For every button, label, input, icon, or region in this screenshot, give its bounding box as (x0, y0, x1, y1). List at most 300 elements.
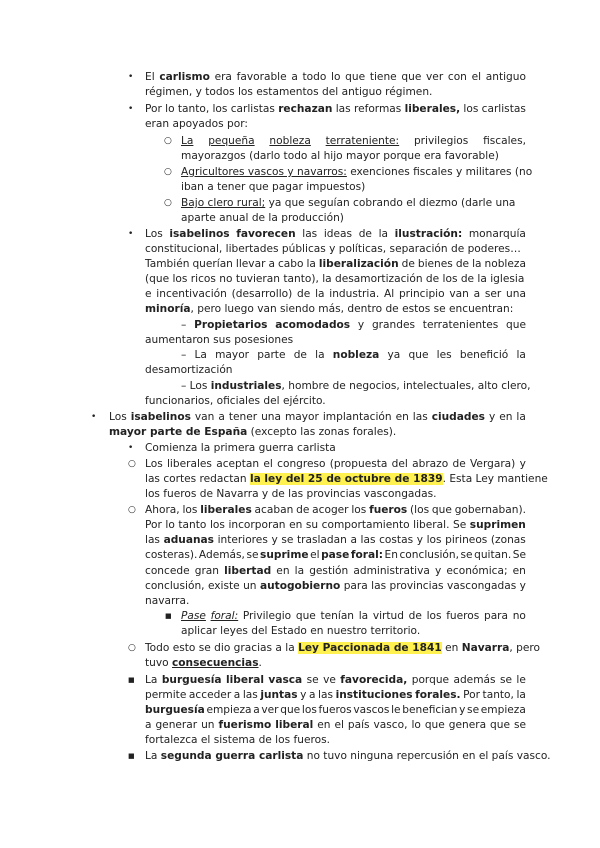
text-word: la (472, 258, 482, 270)
text-word: fiscales, (483, 135, 526, 147)
text-line (145, 70, 526, 85)
text-segment: ya que seguían cobrando el diezmo (darle una (265, 197, 516, 209)
bullet-marker: • (91, 412, 97, 422)
bullet-marker: ■ (165, 612, 172, 620)
text-word: parte (257, 349, 286, 361)
text-word: su (305, 519, 319, 531)
text-word: carlismo (159, 71, 210, 83)
text-word: empieza (206, 704, 252, 716)
text-line (145, 363, 233, 378)
text-word: (zonas (490, 534, 526, 546)
text-word: van (449, 288, 469, 300)
text-word: que (431, 504, 452, 516)
text-word: gran (194, 565, 220, 577)
text-word: tanto (178, 519, 207, 531)
bullet-marker: ○ (128, 643, 136, 653)
text-word: privilegios (413, 135, 469, 147)
text-segment: aparte anual de la producción) (181, 212, 344, 224)
text-word: burguesía (161, 674, 222, 686)
text-segment: las cortes redactan (145, 473, 250, 485)
text-word: benefician (402, 704, 458, 716)
text-word: se (460, 549, 473, 561)
bullet-marker: ○ (128, 459, 136, 469)
text-word: lo (165, 103, 175, 115)
text-segment: Ley Paccionada de 1841 (298, 642, 442, 654)
text-word: el (334, 719, 344, 731)
text-word: ilustración: (394, 228, 463, 240)
text-word: a (350, 534, 357, 546)
text-word: acaban (254, 504, 294, 516)
text-word: foral: (350, 549, 383, 561)
text-word: se (281, 534, 294, 546)
text-segment: constitucional, libertades públicas y políticas, separación de poderes… (145, 243, 521, 255)
text-word: costas (379, 534, 414, 546)
text-word: se (513, 719, 526, 731)
text-word: empieza (480, 704, 526, 716)
text-word: la (358, 610, 369, 622)
text-word: cabo (277, 258, 304, 270)
text-segment: segunda guerra carlista (160, 750, 304, 762)
text-word: y (357, 319, 365, 331)
text-word: que (295, 610, 316, 622)
text-word: foral: (210, 610, 239, 622)
text-segment: minoría (145, 303, 191, 315)
text-word: porque (411, 674, 450, 686)
text-word: de (455, 258, 470, 270)
text-word: gestión (309, 565, 349, 577)
text-word: mayor (215, 349, 250, 361)
text-word: suprime (260, 549, 309, 561)
text-word: lo (165, 519, 175, 531)
text-line (181, 318, 526, 333)
text-word: implantación (322, 411, 392, 423)
text-word: las (302, 228, 318, 240)
text-line (181, 609, 526, 624)
bullet-marker: • (128, 443, 134, 453)
text-word: favorable (236, 71, 287, 83)
text-word: en (276, 565, 290, 577)
text-word: el (310, 549, 320, 561)
text-word: lo (411, 719, 421, 731)
text-word: concede (145, 565, 190, 577)
text-word: tanto, (177, 103, 210, 115)
text-word: aduanas (163, 534, 214, 546)
text-word: isabelinos (130, 411, 191, 423)
text-word: se (306, 674, 319, 686)
text-segment: Todo esto se dio gracias a la (145, 642, 299, 654)
text-word: los (209, 519, 225, 531)
text-word: las (371, 580, 387, 592)
text-segment: . (258, 657, 262, 669)
text-word: se (499, 674, 512, 686)
text-word: de (296, 504, 310, 516)
text-word: fueros (369, 504, 408, 516)
text-word: de (297, 288, 311, 300)
text-word: una (261, 411, 281, 423)
text-word: libertad (224, 565, 272, 577)
text-word: quitan. (474, 549, 512, 561)
text-word: gobernaban). (454, 504, 526, 516)
text-word: trasladan (296, 534, 347, 546)
text-word: y (434, 565, 442, 577)
text-word: los (426, 610, 442, 622)
text-word: juntas (260, 689, 298, 701)
text-line (145, 656, 262, 671)
text-line (145, 227, 526, 242)
text-segment: consecuencias (172, 657, 259, 669)
text-line (145, 594, 189, 609)
text-line (145, 518, 526, 533)
text-word: carlistas (230, 103, 275, 115)
text-word: que (280, 704, 301, 716)
text-word: fueros (318, 704, 352, 716)
text-word: además (453, 674, 496, 686)
text-word: tiene (369, 71, 397, 83)
text-segment: industriales (210, 380, 282, 392)
text-line (109, 410, 526, 425)
text-line (145, 287, 526, 302)
text-word: grandes (371, 319, 416, 331)
text-word: liberal (225, 674, 265, 686)
text-word: los (212, 103, 228, 115)
text-word: que (506, 319, 526, 331)
text-word: llevar (235, 258, 266, 270)
text-word: En (384, 549, 398, 561)
text-word: isabelinos (169, 228, 230, 240)
text-line (181, 134, 526, 149)
text-word: para (343, 580, 368, 592)
bullet-marker: ■ (128, 676, 135, 684)
text-word: los (463, 103, 479, 115)
text-word: Además, (198, 549, 245, 561)
text-word: las (335, 103, 351, 115)
text-word: económica; (446, 565, 508, 577)
text-word: la (516, 349, 526, 361)
text-line (145, 102, 526, 117)
text-word: y (488, 411, 496, 423)
text-word: principio (398, 288, 445, 300)
text-word: de (358, 228, 372, 240)
text-word: van (194, 411, 215, 423)
text-word: del (391, 458, 408, 470)
text-line (145, 441, 336, 456)
text-word: lo (331, 71, 341, 83)
text-word: ser (484, 288, 502, 300)
text-word: conclusión, (399, 549, 459, 561)
text-segment: – Los (181, 380, 211, 392)
text-word: interiores (217, 534, 268, 546)
text-word: Al (383, 288, 395, 300)
text-word: liberales (166, 458, 212, 470)
text-line (181, 211, 344, 226)
text-segment: (excepto las zonas forales). (247, 426, 397, 438)
text-word: pequeña (208, 135, 255, 147)
text-word: costeras). (145, 549, 198, 561)
text-word: de (293, 349, 307, 361)
text-word: benefició (459, 349, 509, 361)
text-word: ya (387, 349, 401, 361)
text-line (109, 425, 396, 440)
text-segment: mayorazgos (darlo todo al hijo mayor porque era favorable) (181, 150, 499, 162)
text-line (145, 272, 524, 287)
text-segment: tuvo (145, 657, 172, 669)
text-word: fuerismo (218, 719, 272, 731)
text-word: una (506, 288, 526, 300)
text-word: y (271, 534, 278, 546)
text-word: de (401, 258, 415, 270)
text-word: los (301, 704, 317, 716)
text-word: ve (323, 674, 336, 686)
text-word: (propuesta (329, 458, 388, 470)
text-word: tenían (320, 610, 355, 622)
text-word: tanto, (482, 689, 514, 701)
text-line (145, 579, 526, 594)
text-word: a (145, 719, 152, 731)
text-word: La (145, 674, 158, 686)
text-segment: , hombre de negocios, intelectuales, alto clero, (281, 380, 531, 392)
text-word: un (201, 719, 215, 731)
text-word: ver (426, 71, 444, 83)
text-segment: régimen, y todos los estamentos del antiguo régimen. (145, 86, 433, 98)
text-word: Los (109, 411, 127, 423)
text-word: las (412, 411, 428, 423)
text-segment: los fueros de Navarra y de las provincias vascongadas. (145, 488, 437, 500)
text-word: Pase (181, 610, 206, 622)
text-word: Propietarios (194, 319, 268, 331)
text-line (145, 718, 526, 733)
text-segment: Bajo clero rural; (181, 197, 266, 209)
text-word: las (318, 689, 334, 701)
text-word: liberales, (404, 103, 461, 115)
text-word: a (218, 411, 225, 423)
text-word: permite (145, 689, 187, 701)
text-word: abrazo (412, 458, 449, 470)
text-word: mayor (284, 411, 319, 423)
text-line (145, 503, 526, 518)
text-word: liberal (275, 719, 314, 731)
text-segment: Comienza la primera guerra carlista (145, 442, 336, 454)
text-segment: (que los ricos no tuvieran tanto), la desamortización de los de la iglesia (145, 273, 525, 285)
text-line (145, 564, 526, 579)
text-line (181, 180, 365, 195)
text-word: le (391, 704, 401, 716)
text-word: genera (448, 719, 487, 731)
text-line (181, 196, 515, 211)
text-word: se (246, 549, 259, 561)
text-word: tener (228, 411, 258, 423)
text-line (181, 379, 530, 394)
text-segment: no tuvo ninguna repercusión en el país vasco. (303, 750, 551, 762)
text-word: y (300, 689, 307, 701)
text-word: Privilegio (242, 610, 292, 622)
text-word: comportamiento (321, 519, 410, 531)
text-word: que (490, 719, 510, 731)
text-word: la (315, 288, 325, 300)
text-word: la (294, 565, 305, 577)
text-word: en (512, 565, 526, 577)
text-word: en (395, 411, 409, 423)
text-segment: Navarra (461, 642, 510, 654)
bullet-marker: • (128, 104, 134, 114)
text-word: un (243, 580, 257, 592)
text-word: antiguo (485, 71, 526, 83)
text-word: la (315, 349, 325, 361)
text-word: con (447, 71, 467, 83)
text-word: La (181, 135, 194, 147)
text-line (145, 117, 248, 132)
text-word: los (426, 534, 442, 546)
text-word: virtud (372, 610, 404, 622)
text-segment: la ley del 25 de octubre de 1839 (249, 473, 443, 485)
text-segment: funcionarios, oficiales del ejército. (145, 395, 326, 407)
text-segment: aumentaron sus posesiones (145, 334, 294, 346)
text-word: Por (463, 689, 480, 701)
text-word: ideas (323, 228, 353, 240)
text-word: y (519, 458, 526, 470)
text-word: Los (145, 228, 163, 240)
text-segment: exenciones fiscales y militares (no (346, 166, 533, 178)
bullet-marker: ○ (164, 198, 172, 208)
text-word: liberalización (318, 258, 399, 270)
text-word: burguesía (145, 704, 205, 716)
text-word: Ahora, (145, 504, 180, 516)
text-word: (los (410, 504, 430, 516)
text-word: liberales (200, 504, 252, 516)
text-word: incentivación (156, 288, 227, 300)
text-word: terratenientes (422, 319, 499, 331)
text-word: incorporan (228, 519, 286, 531)
text-line (145, 457, 526, 472)
text-word: carlistas (481, 103, 526, 115)
text-word: pase (321, 549, 350, 561)
bullet-marker: ○ (128, 505, 136, 515)
text-word: autogobierno (259, 580, 341, 592)
text-line (145, 548, 526, 563)
bullet-marker: ■ (128, 752, 135, 760)
text-word: que (401, 71, 422, 83)
text-word: monarquía (468, 228, 526, 240)
text-line (181, 348, 526, 363)
text-word: les (436, 349, 452, 361)
text-word: querían (192, 258, 233, 270)
text-word: y (459, 704, 466, 716)
text-line (145, 533, 526, 548)
text-word: La (194, 349, 207, 361)
text-line (145, 394, 326, 409)
text-word: la (306, 258, 316, 270)
text-word: ciudades (431, 411, 485, 423)
text-word: los (182, 504, 198, 516)
text-word: suprimen (469, 519, 526, 531)
text-line (145, 487, 437, 502)
text-word: la (378, 228, 389, 240)
text-segment: desamortización (145, 364, 233, 376)
text-word: de (408, 610, 422, 622)
bullet-marker: • (128, 229, 134, 239)
text-word: instituciones (335, 689, 413, 701)
text-word: a (268, 258, 275, 270)
text-line (145, 472, 548, 487)
text-word: Se (512, 549, 526, 561)
text-word: El (145, 71, 155, 83)
text-word: e (145, 288, 152, 300)
text-word: vasco, (373, 719, 408, 731)
text-word: aceptan (216, 458, 260, 470)
text-word: que (345, 71, 366, 83)
text-word: acomodados (275, 319, 351, 331)
text-segment: fortalezca el sistema de los fueros. (145, 734, 330, 746)
text-segment: eran apoyados por: (145, 118, 248, 130)
text-word: ver (261, 704, 279, 716)
text-segment: . Esta Ley mantiene (442, 473, 548, 485)
text-word: provincias (389, 580, 444, 592)
text-word: Por (145, 103, 162, 115)
text-word: También (145, 258, 190, 270)
text-word: Vergara) (470, 458, 516, 470)
text-word: la (516, 411, 526, 423)
text-word: nobleza (269, 135, 311, 147)
bullet-marker: • (128, 72, 134, 82)
text-word: nobleza (484, 258, 526, 270)
text-line (145, 85, 432, 100)
text-word: congreso (277, 458, 326, 470)
text-word: que (408, 349, 429, 361)
text-segment: , pero luego van siendo más, dentro de estos se encuentran: (190, 303, 514, 315)
text-word: favorecida, (340, 674, 408, 686)
text-word: generar (155, 719, 198, 731)
text-segment: Agricultores vascos y navarros: (181, 166, 347, 178)
text-word: en (289, 519, 303, 531)
text-line (145, 257, 526, 272)
text-word: rechazan (278, 103, 333, 115)
text-word: en (317, 719, 331, 731)
text-segment: en (441, 642, 462, 654)
text-segment: aplicar leyes del Estado en nuestro territorio. (181, 625, 421, 637)
text-line (145, 641, 540, 656)
text-word: y (416, 534, 423, 546)
text-line (145, 302, 513, 317)
text-word: Los (145, 458, 163, 470)
text-word: que (424, 719, 445, 731)
text-word: favorecen (236, 228, 296, 240)
text-line (181, 165, 532, 180)
text-word: le (516, 674, 526, 686)
text-word: (desarrollo) (231, 288, 293, 300)
text-segment: navarra. (145, 595, 190, 607)
text-word: y (519, 580, 526, 592)
text-word: no (512, 610, 526, 622)
text-word: existe (207, 580, 240, 592)
text-line (145, 703, 526, 718)
text-word: se (467, 704, 480, 716)
text-word: fueros (446, 610, 480, 622)
text-line (145, 333, 293, 348)
text-line (145, 242, 521, 257)
text-word: a (473, 288, 481, 300)
text-word: los (351, 504, 367, 516)
text-word: acoger (312, 504, 349, 516)
text-segment: La (145, 750, 161, 762)
text-word: Se (453, 519, 467, 531)
text-word: acceder (188, 689, 232, 701)
text-word: nobleza (332, 349, 380, 361)
text-word: Por (145, 519, 162, 531)
text-word: pirineos (445, 534, 488, 546)
text-word: para (483, 610, 509, 622)
text-line (145, 673, 526, 688)
text-word: bienes (417, 258, 453, 270)
text-word: administrativa (353, 565, 430, 577)
